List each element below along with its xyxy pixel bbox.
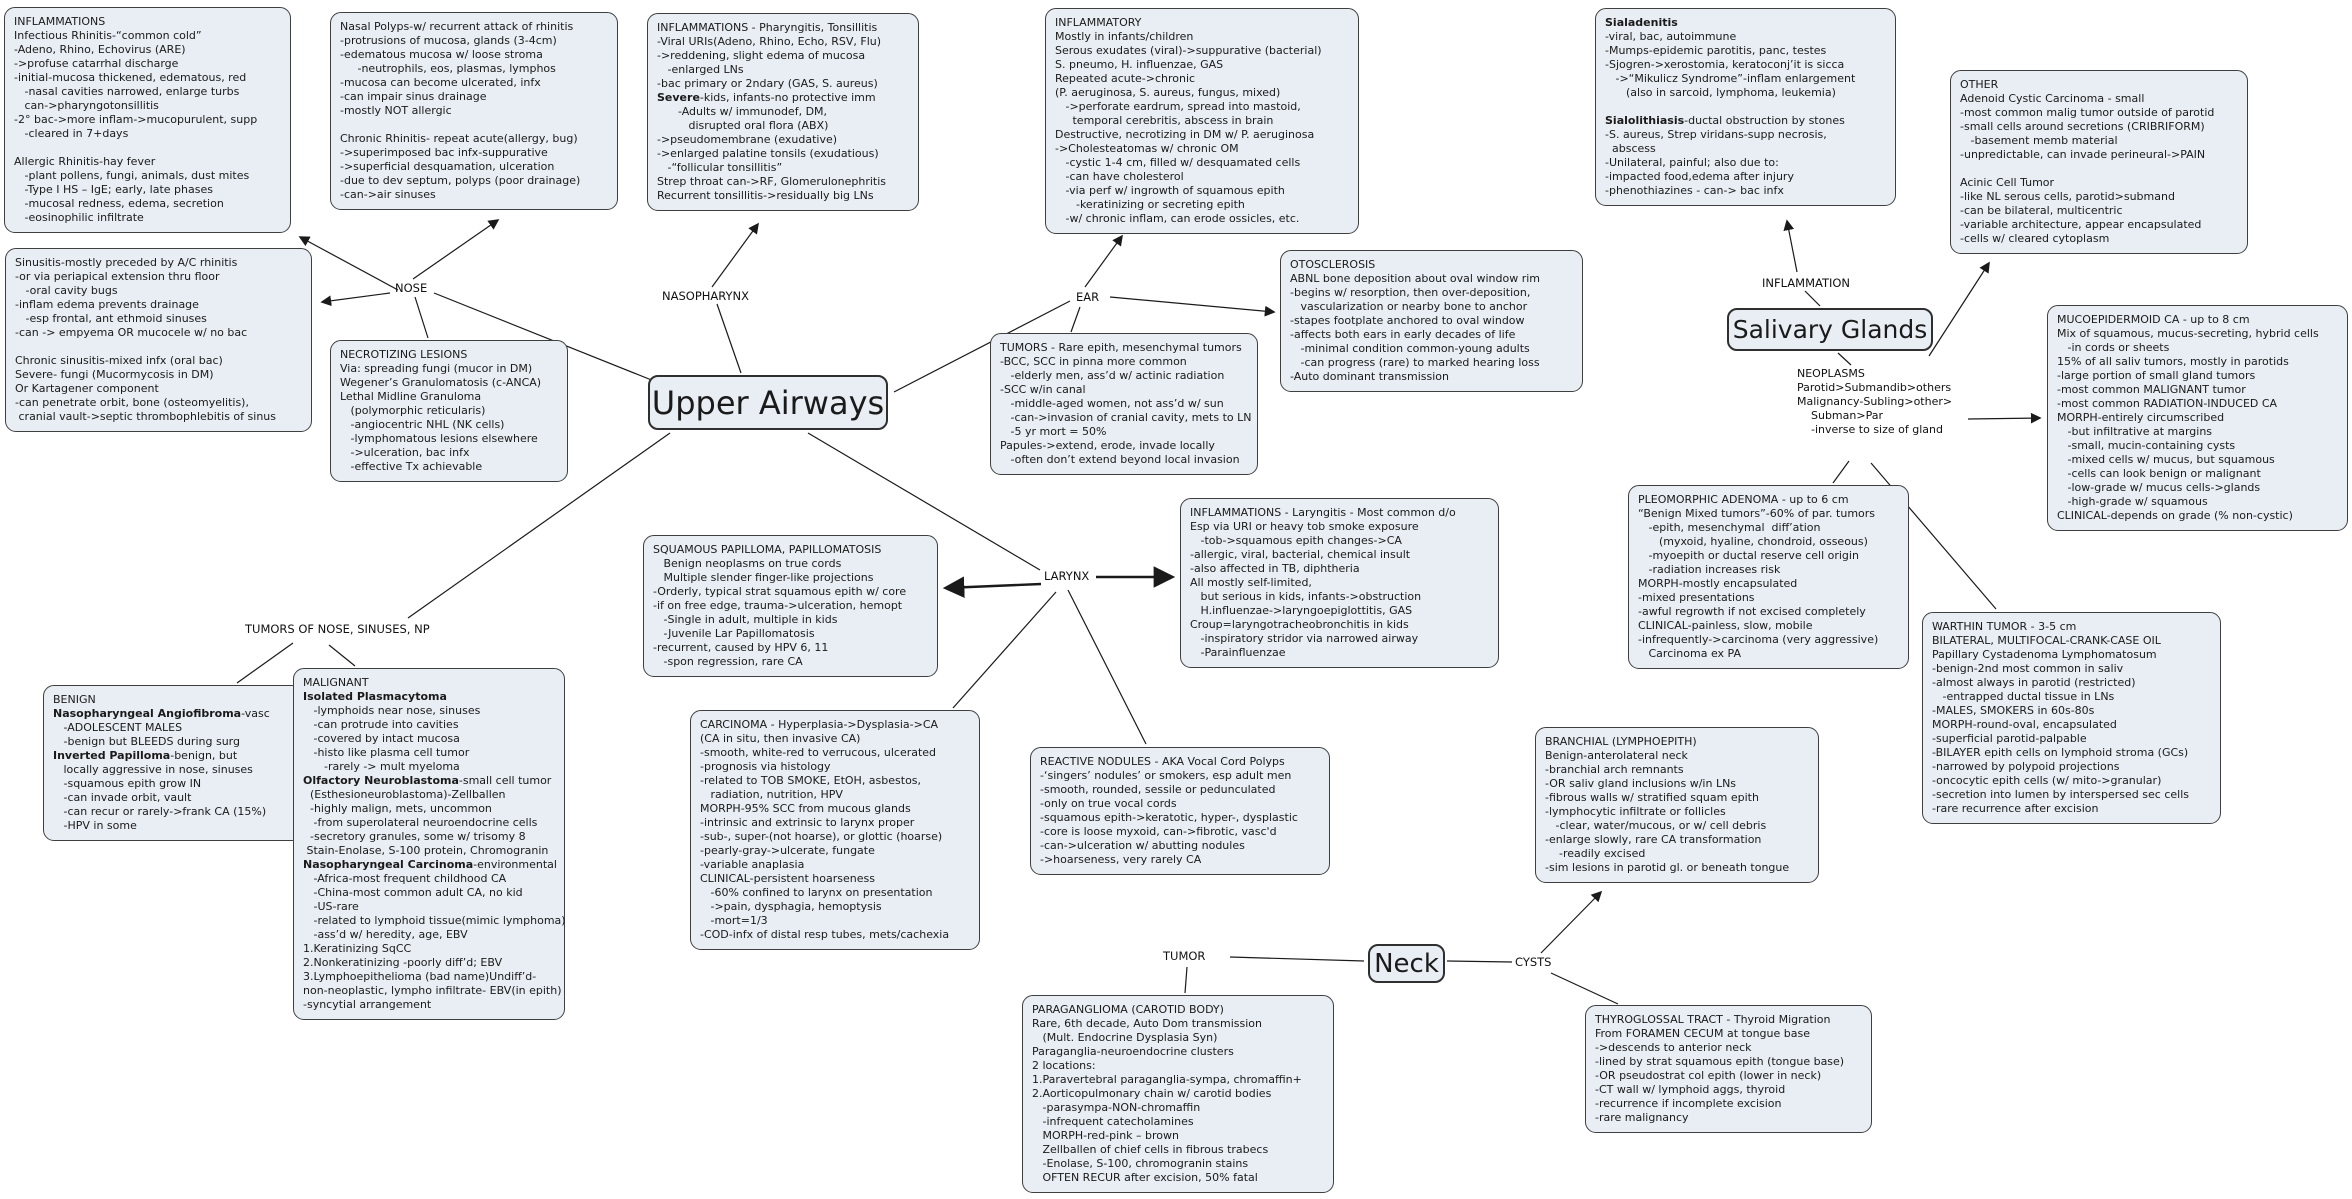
node-tumors-of-nose[interactable]: TUMORS OF NOSE, SINUSES, NP (245, 622, 430, 636)
box-infectious-rhinitis[interactable]: INFLAMMATIONS Infectious Rhinitis-“common cold” -Adeno, Rhino, Echovirus (ARE) ->profuse catarrhal discharge -initial-mucosa thickened, edematous, red -nasal cavities narrowed, enlarge turbs can->pharyngotonsillitis -2° bac->more inflam->mucopurulent, supp -cleared in 7+days Allergic Rhinitis-hay fever -plant pollens, fungi, animals, dust mites -Type I HS – IgE; early, late phases -mucosal redness, edema, secretion -eosinophilic infiltrate (4, 7, 291, 233)
box-otosclerosis[interactable]: OTOSCLEROSIS ABNL bone deposition about oval window rim -begins w/ resorption, then over-deposition, vascularization or nearby bone to anchor -stapes footplate anchored to oval window -affects both ears in early decades of life -minimal condition common-young adults -can progress (rare) to marked hearing loss -Auto dominant transmission (1280, 250, 1583, 392)
node-neck[interactable]: Neck (1368, 944, 1445, 983)
connector-tumors-benign (237, 643, 293, 683)
box-malignant-nose-tumors[interactable]: MALIGNANT Isolated Plasmacytoma -lymphoids near nose, sinuses -can protrude into cavities -covered by intact mucosa -histo like plasma cell tumor -rarely -> mult myeloma Olfactory Neuroblastoma-small cell tumor (Esthesioneuroblastoma)-Zellballen -highly malign, mets, uncommon -from superolateral neuroendocrine cells -secretory granules, some w/ trisomy 8 Stain-Enolase, S-100 protein, Chromogranin Nasopharyngeal Carcinoma-environmental -Africa-most frequent childhood CA -China-most common adult CA, no kid -US-rare -related to lymphoid tissue(mimic lymphoma) -ass’d w/ heredity, age, EBV 1.Keratinizing SqCC 2.Nonkeratinizing -poorly diff’d; EBV 3.Lymphoepithelioma (bad name)Undiff’d- non-neoplastic, lympho infiltrate- EBV(in epith) -syncytial arrangement (293, 668, 565, 1020)
connector-salivary-neoplasms (1838, 353, 1851, 365)
node-upper-airways[interactable]: Upper Airways (648, 375, 888, 430)
connector-nasopharynx-pharyngitis (712, 224, 758, 287)
box-sialadenitis[interactable]: Sialadenitis -viral, bac, autoimmune -Mumps-epidemic parotitis, panc, testes -Sjogren->xerostomia, keratoconj’it is sicca ->“Mikulicz Syndrome”-inflam enlargement (also in sarcoid, lymphoma, leukemia) Sialolithiasis-ductal obstruction by stones -S. aureus, Strep viridans-supp necrosis, abscess -Unilateral, painful; also due to: -impacted food,edema after injury -phenothiazines - can-> bac infx (1595, 8, 1896, 206)
connector-larynx-papilloma (946, 584, 1041, 588)
connector-ear-tumors (1071, 307, 1080, 332)
node-tumor[interactable]: TUMOR (1163, 949, 1206, 963)
node-nose[interactable]: NOSE (395, 281, 428, 295)
box-pharyngitis-tonsillitis[interactable]: INFLAMMATIONS - Pharyngitis, Tonsillitis -Viral URIs(Adeno, Rhino, Echo, RSV, Flu) ->reddening, slight edema of mucosa -enlarged LNs -bac primary or 2ndary (GAS, S. aureus) Severe-kids, infants-no protective imm -Adults w/ immunodef, DM, disrupted oral flora (ABX) ->pseudomembrane (exudative) ->enlarged palatine tonsils (exudatious) -“follicular tonsillitis” Strep throat can->RF, Glomerulonephritis Recurrent tonsillitis->residually big LNs (647, 13, 919, 211)
connector-ear-otosclerosis (1110, 297, 1274, 312)
box-reactive-nodules[interactable]: REACTIVE NODULES - AKA Vocal Cord Polyps -‘singers’ nodules’ or smokers, esp adult men -smooth, rounded, sessile or pedunculated -only on true vocal cords -squamous epith->keratotic, hyper-, dysplastic -core is loose myxoid, can->fibrotic, vasc'd -can->ulceration w/ abutting nodules ->hoarseness, very rarely CA (1030, 747, 1330, 875)
box-mucoepidermoid-ca[interactable]: MUCOEPIDERMOID CA - up to 8 cm Mix of squamous, mucus-secreting, hybrid cells -in cords or sheets 15% of all saliv tumors, mostly in parotids -large portion of small gland tumors -most common MALIGNANT tumor -most common RADIATION-INDUCED CA MORPH-entirely circumscribed -but infiltrative at margins -small, mucin-containing cysts -mixed cells w/ mucus, but squamous -cells can look benign or malignant -low-grade w/ mucus cells->glands -high-grade w/ squamous CLINICAL-depends on grade (% non-cystic) (2047, 305, 2348, 531)
connector-ear-inflammatory (1085, 236, 1122, 287)
box-sinusitis[interactable]: Sinusitis-mostly preceded by A/C rhinitis -or via periapical extension thru floor -oral cavity bugs -inflam edema prevents drainage -esp frontal, ant ethmoid sinuses -can -> empyema OR mucocele w/ no bac Chronic sinusitis-mixed infx (oral bac) Severe- fungi (Mucormycosis in DM) Or Kartagener component -can penetrate orbit, bone (osteomyelitis), cranial vault->septic thrombophlebitis of sinus (5, 248, 312, 432)
box-laryngitis[interactable]: INFLAMMATIONS - Laryngitis - Most common d/o Esp via URI or heavy tob smoke exposure -tob->squamous epith changes->CA -allergic, viral, bacterial, chemical insult -also affected in TB, diphtheria All mostly self-limited, but serious in kids, infants->obstruction H.influenzae->laryngoepiglottitis, GAS Croup=laryngotracheobronchitis in kids -inspiratory stridor via narrowed airway -Parainfluenzae (1180, 498, 1499, 668)
connector-neck-tumor (1230, 957, 1364, 961)
connector-tumor-paraganglioma (1185, 967, 1187, 993)
connector-tumors-malignant (329, 645, 355, 666)
node-inflammation[interactable]: INFLAMMATION (1762, 276, 1851, 290)
connector-neck-cysts (1447, 961, 1512, 962)
connector-neoplasms-mucoepidermoid (1968, 418, 2040, 419)
box-other-salivary-tumors[interactable]: OTHER Adenoid Cystic Carcinoma - small -most common malig tumor outside of parotid -small cells around secretions (CRIBRIFORM) -basement memb material -unpredictable, can invade perineural->PAIN Acinic Cell Tumor -like NL serous cells, parotid>submand -can be bilateral, multicentric -variable architecture, appear encapsulated -cells w/ cleared cytoplasm (1950, 70, 2248, 254)
box-ear-inflammatory[interactable]: INFLAMMATORY Mostly in infants/children Serous exudates (viral)->suppurative (bacterial) S. pneumo, H. influenzae, GAS Repeated acute->chronic (P. aeruginosa, S. aureus, fungus, mixed) ->perforate eardrum, spread into mastoid, temporal cerebritis, abscess in brain Destructive, necrotizing in DM w/ P. aeruginosa ->Cholesteatomas w/ chronic OM -cystic 1-4 cm, filled w/ desquamated cells -can have cholesterol -via perf w/ ingrowth of squamous epith -keratinizing or secreting epith -w/ chronic inflam, can erode ossicles, etc. (1045, 8, 1359, 234)
node-larynx[interactable]: LARYNX (1044, 569, 1090, 583)
connector-larynx-carcinoma (953, 592, 1056, 708)
connector-nose-sinusitis (322, 293, 390, 302)
node-ear[interactable]: EAR (1076, 290, 1100, 304)
box-benign-nose-tumors[interactable]: BENIGN Nasopharyngeal Angiofibroma-vasc -ADOLESCENT MALES -benign but BLEEDS during surg Inverted Papilloma-benign, but locally aggressive in nose, sinuses -squamous epith grow IN -can invade orbit, vault -can recur or rarely->frank CA (15%) -HPV in some (43, 685, 303, 841)
box-carcinoma-larynx[interactable]: CARCINOMA - Hyperplasia->Dysplasia->CA (CA in situ, then invasive CA) -smooth, white-red to verrucous, ulcerated -prognosis via histology -related to TOB SMOKE, EtOH, asbestos, radiation, nutrition, HPV MORPH-95% SCC from mucous glands -intrinsic and extrinsic to larynx proper -sub-, super-(not hoarse), or glottic (hoarse) -pearly-gray->ulcerate, fungate -variable anaplasia CLINICAL-persistent hoarseness -60% confined to larynx on presentation ->pain, dysphagia, hemoptysis -mort=1/3 -COD-infx of distal resp tubes, mets/cachexia (690, 710, 980, 950)
box-nasal-polyps[interactable]: Nasal Polyps-w/ recurrent attack of rhinitis -protrusions of mucosa, glands (3-4cm) -edematous mucosa w/ loose stroma -neutrophils, eos, plasmas, lymphos -mucosa can become ulcerated, infx -can impair sinus drainage -mostly NOT allergic Chronic Rhinitis- repeat acute(allergy, bug) ->superimposed bac infx-suppurative ->superficial desquamation, ulceration -due to dev septum, polyps (poor drainage) -can->air sinuses (330, 12, 618, 210)
connector-salivary-other (1929, 263, 1989, 356)
connector-nose-rhinitis (300, 237, 398, 290)
box-branchial-cyst[interactable]: BRANCHIAL (LYMPHOEPITH) Benign-anterolateral neck -branchial arch remnants -OR saliv gland inclusions w/in LNs -fibrous walls w/ stratified squam epith -lymphocytic infiltrate or follicles -clear, water/mucous, or w/ cell debris -enlarge slowly, rare CA transformation -readily excised -sim lesions in parotid gl. or beneath tongue (1535, 727, 1819, 883)
box-warthin-tumor[interactable]: WARTHIN TUMOR - 3-5 cm BILATERAL, MULTIFOCAL-CRANK-CASE OIL Papillary Cystadenoma Lymphomatosum -benign-2nd most common in saliv -almost always in parotid (restricted) -entrapped ductal tissue in LNs -MALES, SMOKERS in 60s-80s MORPH-round-oval, encapsulated -superficial parotid-palpable -BILAYER epith cells on lymphoid stroma (GCs) -narrowed by polypoid projections -oncocytic epith cells (w/ mito->granular) -secretion into lumen by interspersed sec cells -rare recurrence after excision (1922, 612, 2221, 824)
connector-cysts-branchial (1541, 892, 1601, 953)
connector-nose-necrotizing (415, 297, 428, 338)
box-squamous-papilloma[interactable]: SQUAMOUS PAPILLOMA, PAPILLOMATOSIS Benign neoplasms on true cords Multiple slender finger-like projections -Orderly, typical strat squamous epith w/ core -if on free edge, trauma->ulceration, hemopt -Single in adult, multiple in kids -Juvenile Lar Papillomatosis -recurrent, caused by HPV 6, 11 -spon regression, rare CA (643, 535, 938, 677)
node-salivary-glands[interactable]: Salivary Glands (1727, 308, 1933, 351)
node-nasopharynx[interactable]: NASOPHARYNX (662, 289, 750, 303)
box-thyroglossal-tract[interactable]: THYROGLOSSAL TRACT - Thyroid Migration From FORAMEN CECUM at tongue base ->descends to anterior neck -lined by strat squamous epith (tongue base) -OR pseudostrat col epith (lower in neck) -CT wall w/ lymphoid aggs, thyroid -recurrence if incomplete excision -rare malignancy (1585, 1005, 1872, 1133)
connector-nose-polyps (413, 220, 498, 279)
connector-salivary-inflammation (1805, 291, 1820, 306)
connector-nasopharynx-upper-airways (717, 304, 741, 373)
connector-inflammation-sialadenitis (1787, 221, 1797, 272)
box-paraganglioma[interactable]: PARAGANGLIOMA (CAROTID BODY) Rare, 6th decade, Auto Dom transmission (Mult. Endocrine Dysplasia Syn) Paraganglia-neuroendocrine clusters 2 locations: 1.Paravertebral paraganglia-sympa, chromaffin+ 2.Aorticopulmonary chain w/ carotid bodies -parasympa-NON-chromaffin -infrequent catecholamines MORPH-red-pink – brown Zellballen of chief cells in fibrous trabecs -Enolase, S-100, chromogranin stains OFTEN RECUR after excision, 50% fatal (1022, 995, 1334, 1193)
node-cysts[interactable]: CYSTS (1515, 955, 1552, 969)
box-ear-tumors[interactable]: TUMORS - Rare epith, mesenchymal tumors -BCC, SCC in pinna more common -elderly men, ass’d w/ actinic radiation -SCC w/in canal -middle-aged women, not ass’d w/ sun -can->invasion of cranial cavity, mets to LN -5 yr mort = 50% Papules->extend, erode, invade locally -often don’t extend beyond local invasion (990, 333, 1258, 475)
connector-cysts-thyroglossal (1551, 973, 1618, 1004)
connector-larynx-reactive-nodules (1068, 590, 1146, 744)
box-necrotizing-lesions[interactable]: NECROTIZING LESIONS Via: spreading fungi (mucor in DM) Wegener’s Granulomatosis (c-ANCA) Lethal Midline Granuloma (polymorphic reticularis) -angiocentric NHL (NK cells) -lymphomatous lesions elsewhere ->ulceration, bac infx -effective Tx achievable (330, 340, 568, 482)
connector-neoplasms-pleomorphic (1833, 461, 1849, 483)
node-neoplasms-block[interactable]: NEOPLASMS Parotid>Submandib>others Malignancy-Subling>other> Subman>Par -inverse to size of gland (1797, 367, 1953, 436)
box-pleomorphic-adenoma[interactable]: PLEOMORPHIC ADENOMA - up to 6 cm “Benign Mixed tumors”-60% of par. tumors -epith, mesenchymal diff’ation (myxoid, hyaline, chondroid, osseous) -myoepith or ductal reserve cell origin -radiation increases risk MORPH-mostly encapsulated -mixed presentations -awful regrowth if not excised completely CLINICAL-painless, slow, mobile -infrequently->carcinoma (very aggressive) Carcinoma ex PA (1628, 485, 1909, 669)
